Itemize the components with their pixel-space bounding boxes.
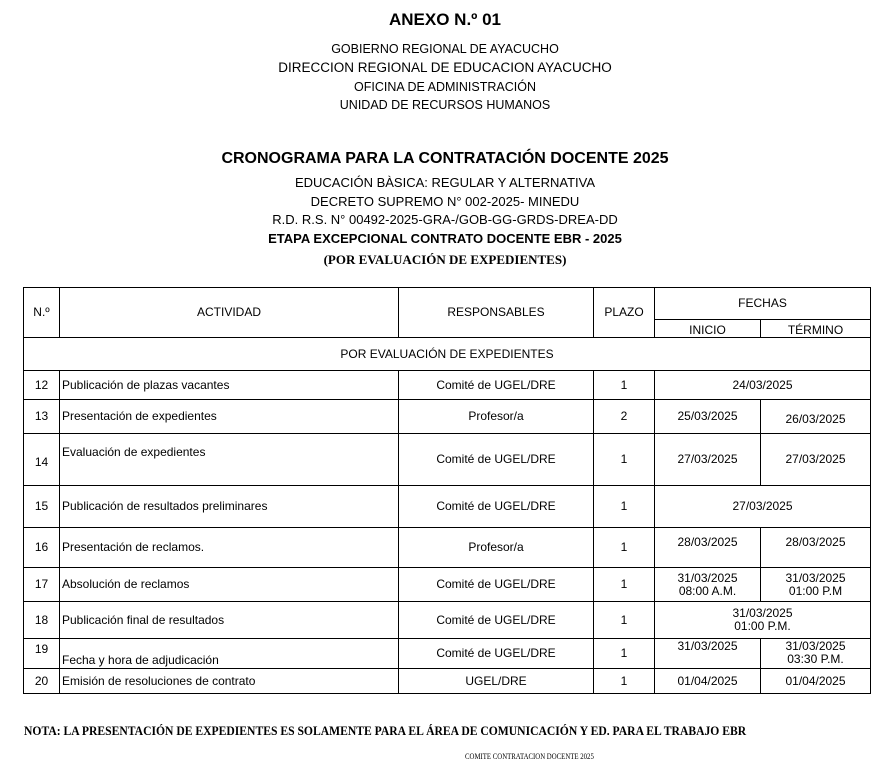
row-term: 1 — [594, 568, 655, 602]
row-start-date: 27/03/2025 — [655, 434, 761, 486]
row-start-date: 28/03/2025 — [655, 528, 761, 568]
header-end: TÉRMINO — [761, 320, 871, 338]
row-activity: Evaluación de expedientes — [60, 434, 399, 486]
row-responsible: Comité de UGEL/DRE — [399, 639, 594, 669]
row-number: 19 — [24, 639, 60, 669]
table-row — [24, 669, 871, 694]
row-responsible: Profesor/a — [399, 400, 594, 434]
header-start: INICIO — [655, 320, 761, 338]
row-start-date: 01/04/2025 — [655, 669, 761, 694]
subtitle-modality: (POR EVALUACIÓN DE EXPEDIENTES) — [323, 252, 567, 267]
row-end-date: 28/03/2025 — [761, 528, 871, 568]
row-term: 1 — [594, 528, 655, 568]
row-activity: Presentación de reclamos. — [60, 528, 399, 568]
row-activity: Publicación final de resultados — [60, 602, 399, 639]
subtitle-decree: DECRETO SUPREMO N° 002-2025- MINEDU — [310, 194, 580, 209]
row-end-date: 01/04/2025 — [761, 669, 871, 694]
row-term: 2 — [594, 400, 655, 434]
table-row — [24, 371, 871, 400]
row-activity: Publicación de resultados preliminares — [60, 486, 399, 528]
annex-title: ANEXO N.º 01 — [388, 10, 502, 29]
row-term: 1 — [594, 639, 655, 669]
section-label: POR EVALUACIÓN DE EXPEDIENTES — [24, 338, 871, 371]
row-activity: Presentación de expedientes — [60, 400, 399, 434]
table-row — [24, 568, 871, 602]
row-end-date: 27/03/2025 — [761, 434, 871, 486]
row-activity: Emisión de resoluciones de contrato — [60, 669, 399, 694]
table-row — [24, 486, 871, 528]
row-responsible: Comité de UGEL/DRE — [399, 486, 594, 528]
row-number: 15 — [24, 486, 60, 528]
row-responsible: Profesor/a — [399, 528, 594, 568]
row-end-date: 26/03/2025 — [761, 400, 871, 434]
row-activity: Fecha y hora de adjudicación — [60, 639, 399, 669]
header-responsible: RESPONSABLES — [399, 288, 594, 338]
org-line-directorate: DIRECCION REGIONAL DE EDUCACION AYACUCHO — [278, 60, 612, 75]
row-responsible: Comité de UGEL/DRE — [399, 371, 594, 400]
org-line-government: GOBIERNO REGIONAL DE AYACUCHO — [331, 42, 559, 56]
table-row — [24, 528, 871, 568]
header-term: PLAZO — [594, 288, 655, 338]
row-number: 12 — [24, 371, 60, 400]
table-row — [24, 602, 871, 639]
committee-label: COMITE CONTRATACION DOCENTE 2025 — [465, 752, 594, 761]
header-number: N.º — [24, 288, 60, 338]
schedule-title: CRONOGRAMA PARA LA CONTRATACIÓN DOCENTE 2025 — [221, 150, 669, 167]
row-date: 31/03/2025 01:00 P.M. — [655, 602, 871, 639]
row-number: 16 — [24, 528, 60, 568]
row-activity: Absolución de reclamos — [60, 568, 399, 602]
row-date: 27/03/2025 — [655, 486, 871, 528]
row-number: 18 — [24, 602, 60, 639]
subtitle-stage: ETAPA EXCEPCIONAL CONTRATO DOCENTE EBR - 2025 — [268, 231, 622, 246]
org-line-unit: UNIDAD DE RECURSOS HUMANOS — [339, 98, 551, 112]
subtitle-resolution: R.D. R.S. N° 00492-2025-GRA-/GOB-GG-GRDS-DREA-DD — [272, 212, 618, 227]
row-end-date: 31/03/2025 01:00 P.M — [761, 568, 871, 602]
footer-note: NOTA: LA PRESENTACIÓN DE EXPEDIENTES ES SOLAMENTE PARA EL ÁREA DE COMUNICACIÓN Y ED. PARA EL TRABAJO EBR — [24, 724, 747, 738]
row-start-date: 31/03/2025 — [655, 639, 761, 669]
row-term: 1 — [594, 669, 655, 694]
table-row — [24, 434, 871, 486]
header-activity: ACTIVIDAD — [60, 288, 399, 338]
row-start-date: 25/03/2025 — [655, 400, 761, 434]
schedule-table — [23, 287, 871, 694]
row-responsible: Comité de UGEL/DRE — [399, 434, 594, 486]
org-line-office: OFICINA DE ADMINISTRACIÓN — [354, 80, 536, 94]
row-responsible: UGEL/DRE — [399, 669, 594, 694]
row-term: 1 — [594, 371, 655, 400]
subtitle-education: EDUCACIÓN BÀSICA: REGULAR Y ALTERNATIVA — [294, 175, 596, 190]
row-number: 17 — [24, 568, 60, 602]
row-term: 1 — [594, 434, 655, 486]
row-activity: Publicación de plazas vacantes — [60, 371, 399, 400]
row-term: 1 — [594, 486, 655, 528]
row-date: 24/03/2025 — [655, 371, 871, 400]
row-start-date: 31/03/2025 08:00 A.M. — [655, 568, 761, 602]
row-number: 13 — [24, 400, 60, 434]
row-number: 14 — [24, 434, 60, 486]
table-row — [24, 400, 871, 434]
row-responsible: Comité de UGEL/DRE — [399, 602, 594, 639]
table-row — [24, 639, 871, 669]
row-term: 1 — [594, 602, 655, 639]
row-end-date: 31/03/2025 03:30 P.M. — [761, 639, 871, 669]
row-responsible: Comité de UGEL/DRE — [399, 568, 594, 602]
header-dates: FECHAS — [655, 288, 871, 320]
row-number: 20 — [24, 669, 60, 694]
